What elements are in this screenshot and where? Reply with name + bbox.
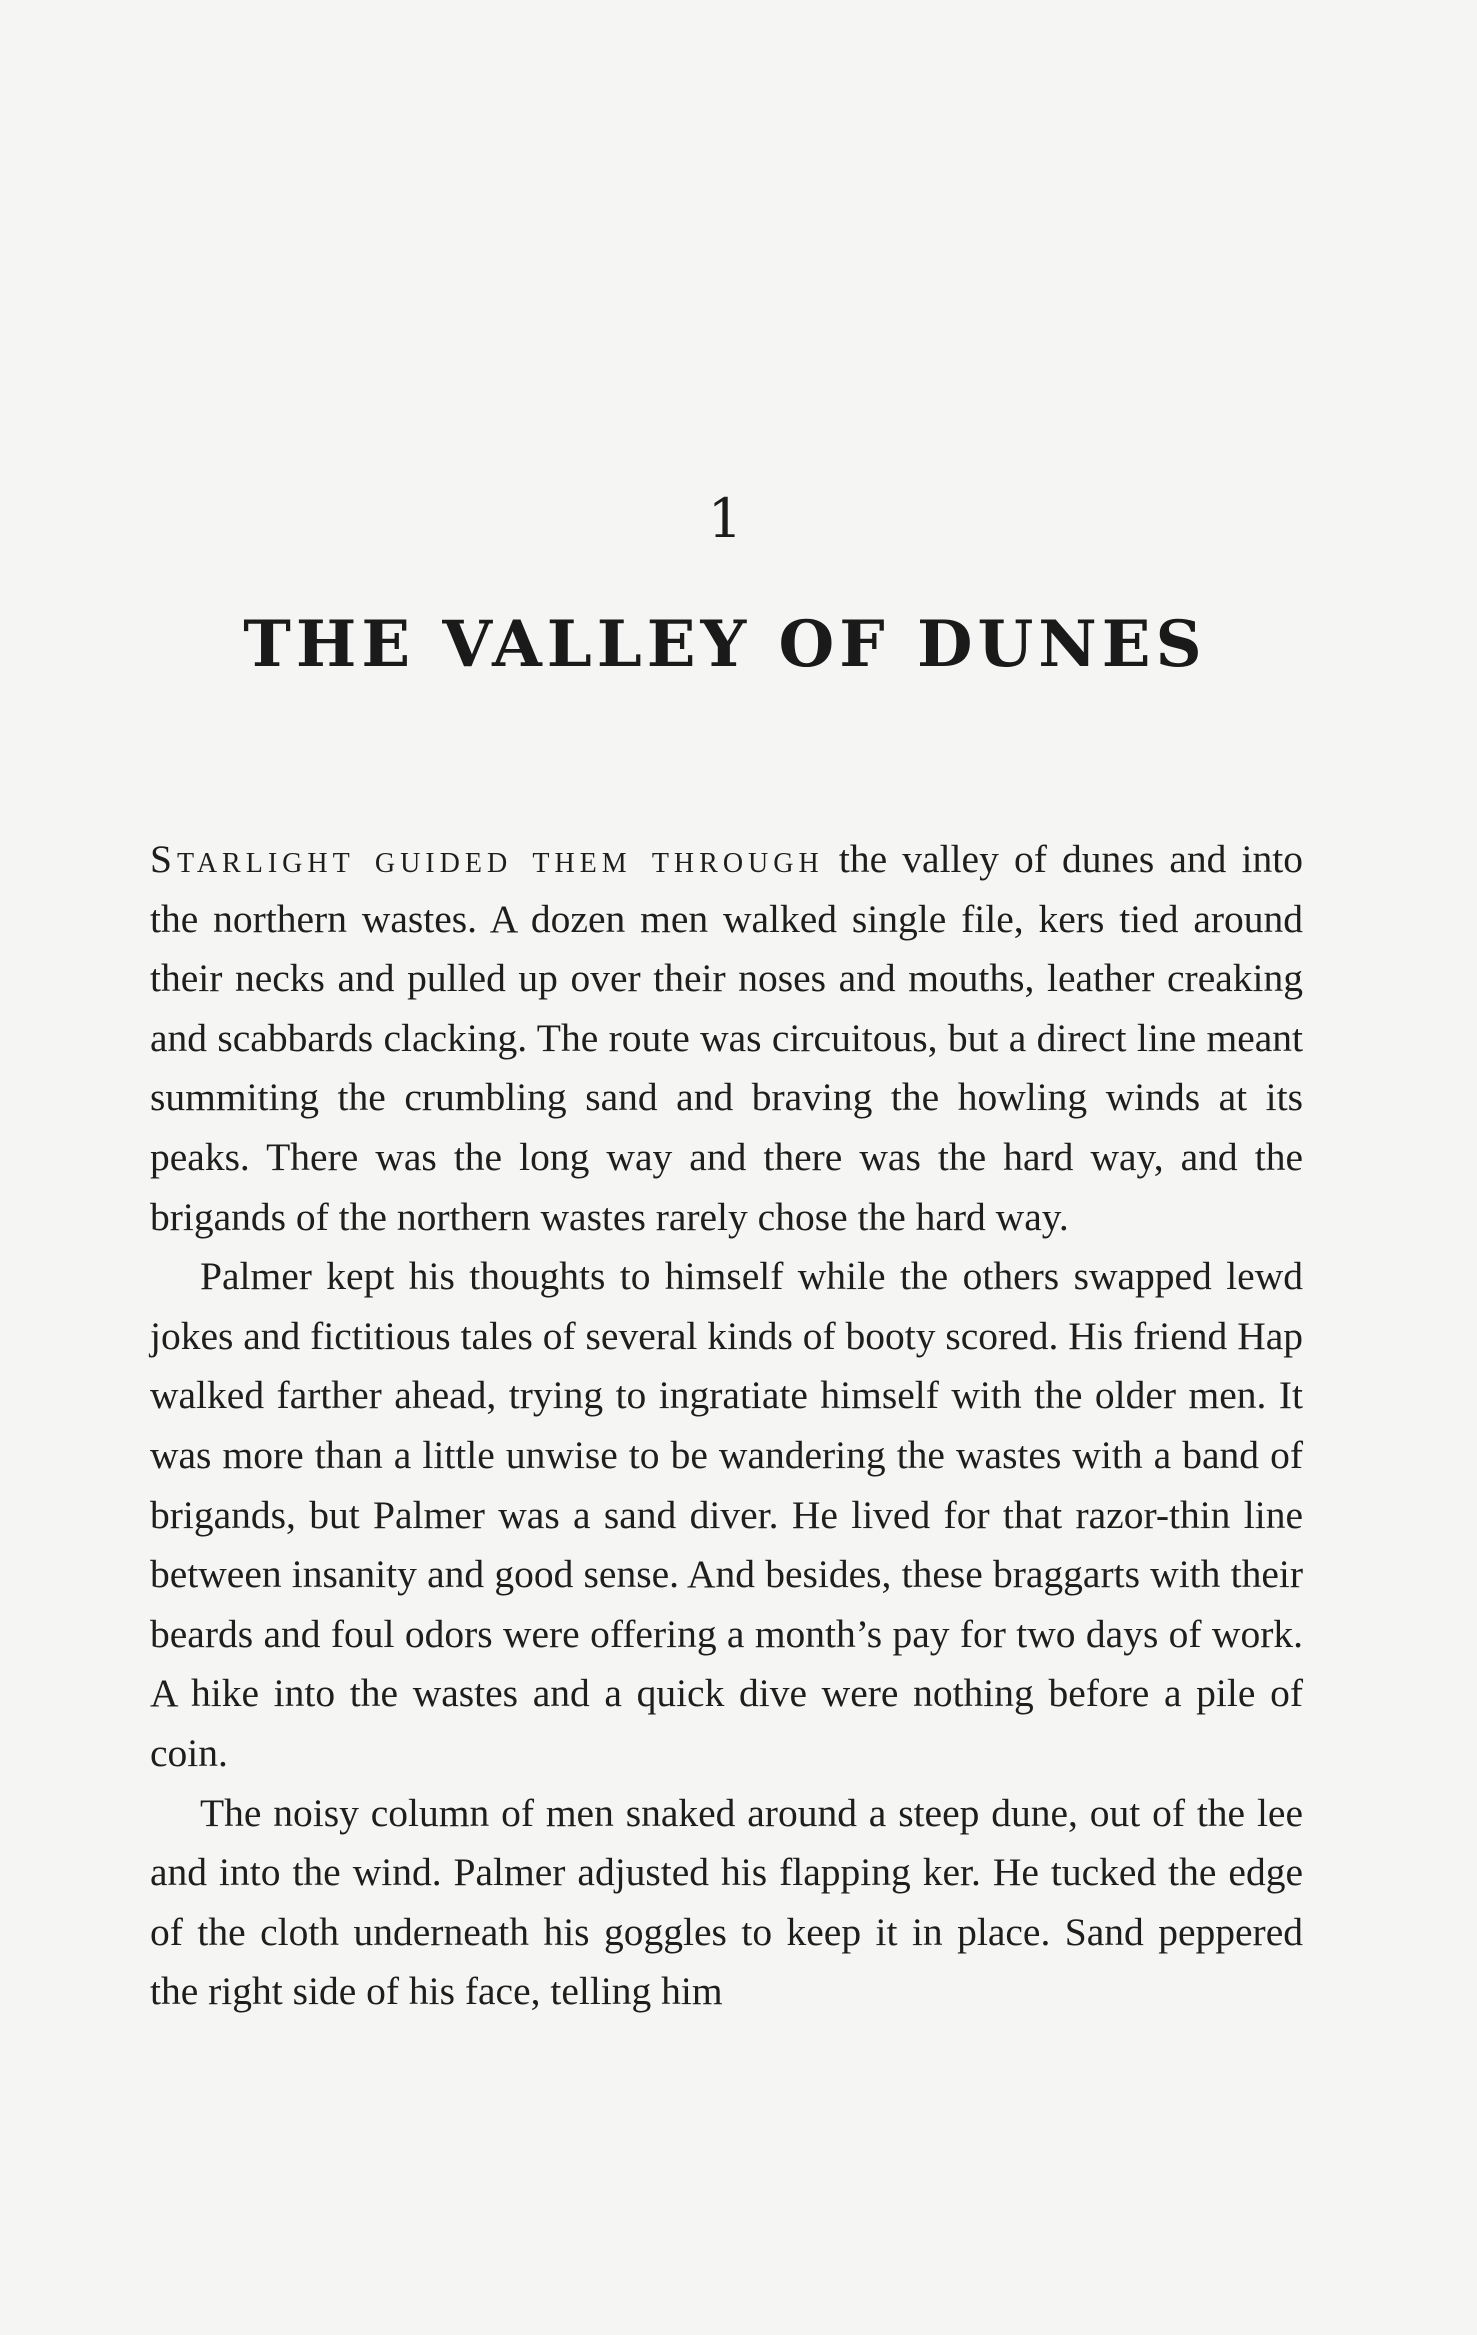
paragraph-1 bbox=[150, 830, 1303, 1247]
paragraph-1-text: the valley of dunes and into the northern wastes. A dozen men walked single file, kers tied around their necks and pulled up over their noses and mouths, leather creaking and scabbards clacking. The route was circuitous, but a direct line meant summiting the crumbling sand and braving the howling winds at its peaks. There was the long way and there was the hard way, and the brigands of the northern wastes rarely chose the hard way. bbox=[150, 837, 1304, 1239]
paragraph-2: Palmer kept his thoughts to himself while the others swapped lewd jokes and fictitious tales of several kinds of booty scored. His friend Hap walked farther ahead, trying to ingratiate himself with the older men. It was more than a little unwise to be wandering the wastes with a band of brigands, but Palmer was a sand diver. He lived for that razor-thin line between insanity and good sense. And besides, these braggarts with their beards and foul odors were offering a month’s pay for two days of work. A hike into the wastes and a quick dive were nothing before a pile of coin. bbox=[150, 1254, 1303, 1775]
chapter-title: THE VALLEY OF DUNES bbox=[243, 607, 1207, 682]
opening-small-caps: Starlight guided them through bbox=[150, 837, 824, 881]
chapter-number: 1 bbox=[707, 487, 743, 550]
chapter-body bbox=[150, 830, 1303, 2022]
paragraph-3: The noisy column of men snaked around a steep dune, out of the lee and into the wind. Palmer adjusted his flapping ker. He tucked the edge of the cloth underneath his goggles to keep it in place. Sand peppered the right side of his face, telling him bbox=[150, 1790, 1303, 2014]
